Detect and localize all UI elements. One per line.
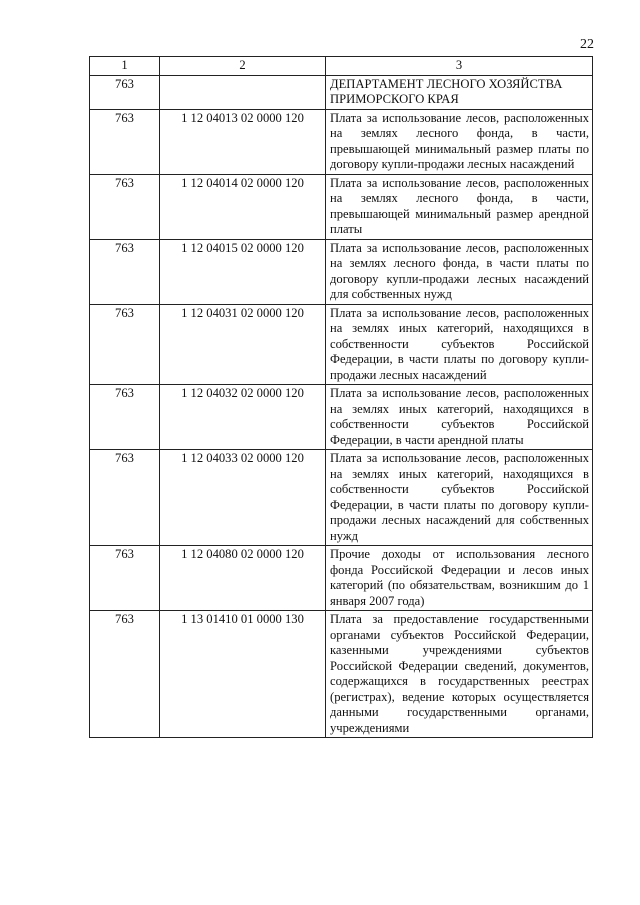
admin-code-cell: 763 [90,611,160,738]
admin-code-cell: 763 [90,546,160,611]
kbk-code-cell: 1 12 04032 02 0000 120 [160,385,326,450]
table-row [90,611,593,738]
kbk-code-cell [160,75,326,109]
admin-code-cell: 763 [90,450,160,546]
revenue-name-cell: Прочие доходы от использования лесного фонда Российской Федерации и лесов иных категорий (по обязательствам, возникшим до 1 января 2007 года) [326,546,593,611]
table-header-row [90,57,593,76]
kbk-code-cell: 1 13 01410 01 0000 130 [160,611,326,738]
table-row [90,450,593,546]
table-row [90,304,593,385]
revenue-name-cell: Плата за использование лесов, расположенных на землях иных категорий, находящихся в собственности субъектов Российской Федерации, в части платы по договору купли-продажи лесных насаждений [326,304,593,385]
revenue-name-cell: Плата за использование лесов, расположенных на землях лесного фонда, в части, превышающей минимальный размер платы по договору купли-продажи лесных насаждений [326,109,593,174]
admin-code-cell: 763 [90,385,160,450]
table-row [90,385,593,450]
revenue-name-cell: Плата за использование лесов, расположенных на землях иных категорий, находящихся в собственности субъектов Российской Федерации, в части арендной платы [326,385,593,450]
table-row [90,239,593,304]
kbk-code-cell: 1 12 04031 02 0000 120 [160,304,326,385]
kbk-code-cell: 1 12 04015 02 0000 120 [160,239,326,304]
revenue-name-cell: Плата за предоставление государственными органами субъектов Российской Федерации, казенными учреждениями субъектов Российской Федерации сведений, документов, содержащихся в государственных реестрах (регистрах), ведение которых осуществляется данными государственными органами, учреждениями [326,611,593,738]
table-row [90,75,593,109]
kbk-code-cell: 1 12 04080 02 0000 120 [160,546,326,611]
column-header-1: 1 [90,57,160,76]
kbk-code-cell: 1 12 04013 02 0000 120 [160,109,326,174]
admin-code-cell: 763 [90,174,160,239]
table-row [90,546,593,611]
department-name-cell: ДЕПАРТАМЕНТ ЛЕСНОГО ХОЗЯЙСТВА ПРИМОРСКОГО КРАЯ [326,75,593,109]
revenue-name-cell: Плата за использование лесов, расположенных на землях лесного фонда, в части, превышающей минимальный размер арендной платы [326,174,593,239]
admin-code-cell: 763 [90,75,160,109]
kbk-code-cell: 1 12 04033 02 0000 120 [160,450,326,546]
revenue-codes-table [89,56,593,738]
page-number: 22 [580,37,594,52]
admin-code-cell: 763 [90,109,160,174]
table-row [90,174,593,239]
column-header-2: 2 [160,57,326,76]
revenue-name-cell: Плата за использование лесов, расположенных на землях лесного фонда, в части платы по договору купли-продажи лесных насаждений для собственных нужд [326,239,593,304]
admin-code-cell: 763 [90,304,160,385]
kbk-code-cell: 1 12 04014 02 0000 120 [160,174,326,239]
admin-code-cell: 763 [90,239,160,304]
column-header-3: 3 [326,57,593,76]
revenue-name-cell: Плата за использование лесов, расположенных на землях иных категорий, находящихся в собственности субъектов Российской Федерации, в части платы по договору купли-продажи лесных насаждений для собственных нужд [326,450,593,546]
table-row [90,109,593,174]
